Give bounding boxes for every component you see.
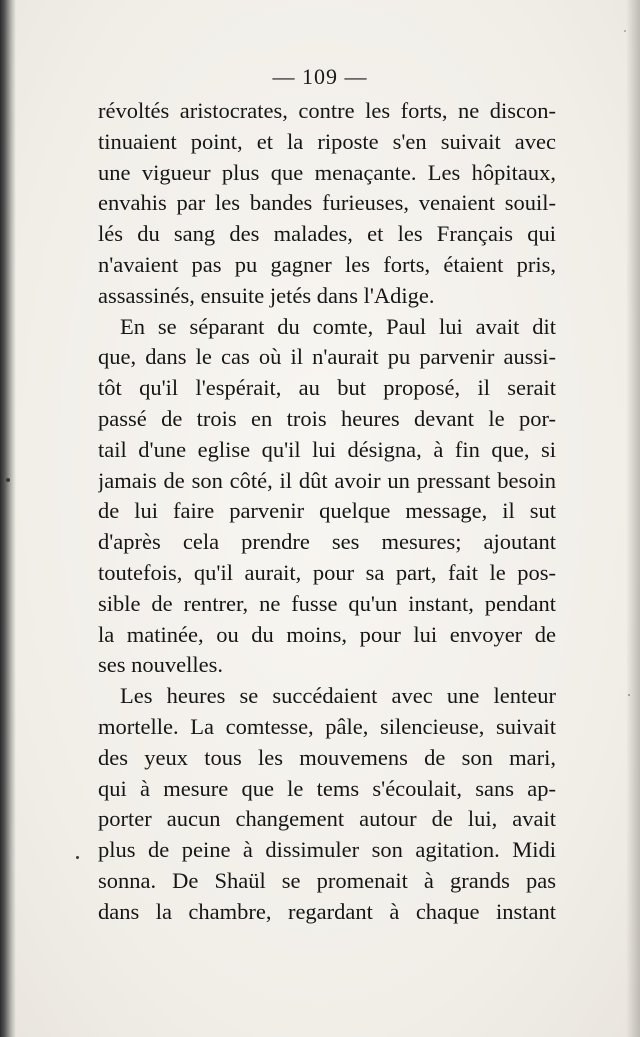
text-line: lés du sang des malades, et les Français qui <box>98 221 556 247</box>
text-line: d'après cela prendre ses mesures; ajoutant <box>98 529 556 555</box>
paper-speck <box>624 30 626 32</box>
paper-speck <box>628 694 630 696</box>
paper-speck <box>76 856 79 859</box>
text-line: sonna. De Shaül se promenait à grands pas <box>98 867 556 893</box>
text-line: toutefois, qu'il aurait, pour sa part, fait le pos- <box>98 559 556 585</box>
text-line: que, dans le cas où il n'aurait pu parvenir aussi- <box>98 344 556 370</box>
text-line: tinuaient point, et la riposte s'en suivait avec <box>98 128 556 154</box>
text-line: mortelle. La comtesse, pâle, silencieuse, suivait <box>98 713 556 739</box>
text-line: porter aucun changement autour de lui, avait <box>98 806 556 832</box>
text-line: Les heures se succédaient avec une lenteur <box>120 683 556 709</box>
paper-speck <box>6 478 10 482</box>
page-edge-shadow <box>626 0 640 1037</box>
text-line: de lui faire parvenir quelque message, il sut <box>98 498 556 524</box>
text-line: qui à mesure que le tems s'écoulait, sans ap- <box>98 775 556 801</box>
text-line: tail d'une eglise qu'il lui désigna, à fin que, si <box>98 436 556 462</box>
text-line: tôt qu'il l'espérait, au but proposé, il serait <box>98 375 556 401</box>
text-line: passé de trois en trois heures devant le por- <box>98 405 556 431</box>
text-line: des yeux tous les mouvemens de son mari, <box>98 744 556 770</box>
body-text <box>98 96 556 928</box>
text-line: dans la chambre, regardant à chaque instant <box>98 898 556 924</box>
text-line: sible de rentrer, ne fusse qu'un instant, pendant <box>98 590 556 616</box>
page-number: — 109 — <box>272 64 368 89</box>
text-line: envahis par les bandes furieuses, venaient souil- <box>98 190 556 216</box>
text-line: jamais de son côté, il dût avoir un pressant besoin <box>98 467 556 493</box>
text-line: une vigueur plus que menaçante. Les hôpitaux, <box>98 159 556 185</box>
text-line: n'avaient pas pu gagner les forts, étaient pris, <box>98 251 556 277</box>
text-line: révoltés aristocrates, contre les forts, ne discon- <box>98 98 556 123</box>
page-binding-shadow <box>0 0 16 1037</box>
text-line: assassinés, ensuite jetés dans l'Adige. <box>98 282 435 308</box>
text-line: ses nouvelles. <box>98 652 223 678</box>
text-line: plus de peine à dissimuler son agitation. Midi <box>98 837 556 863</box>
text-line: En se séparant du comte, Paul lui avait dit <box>120 313 556 339</box>
text-line: la matinée, ou du moins, pour lui envoyer de <box>98 621 556 647</box>
